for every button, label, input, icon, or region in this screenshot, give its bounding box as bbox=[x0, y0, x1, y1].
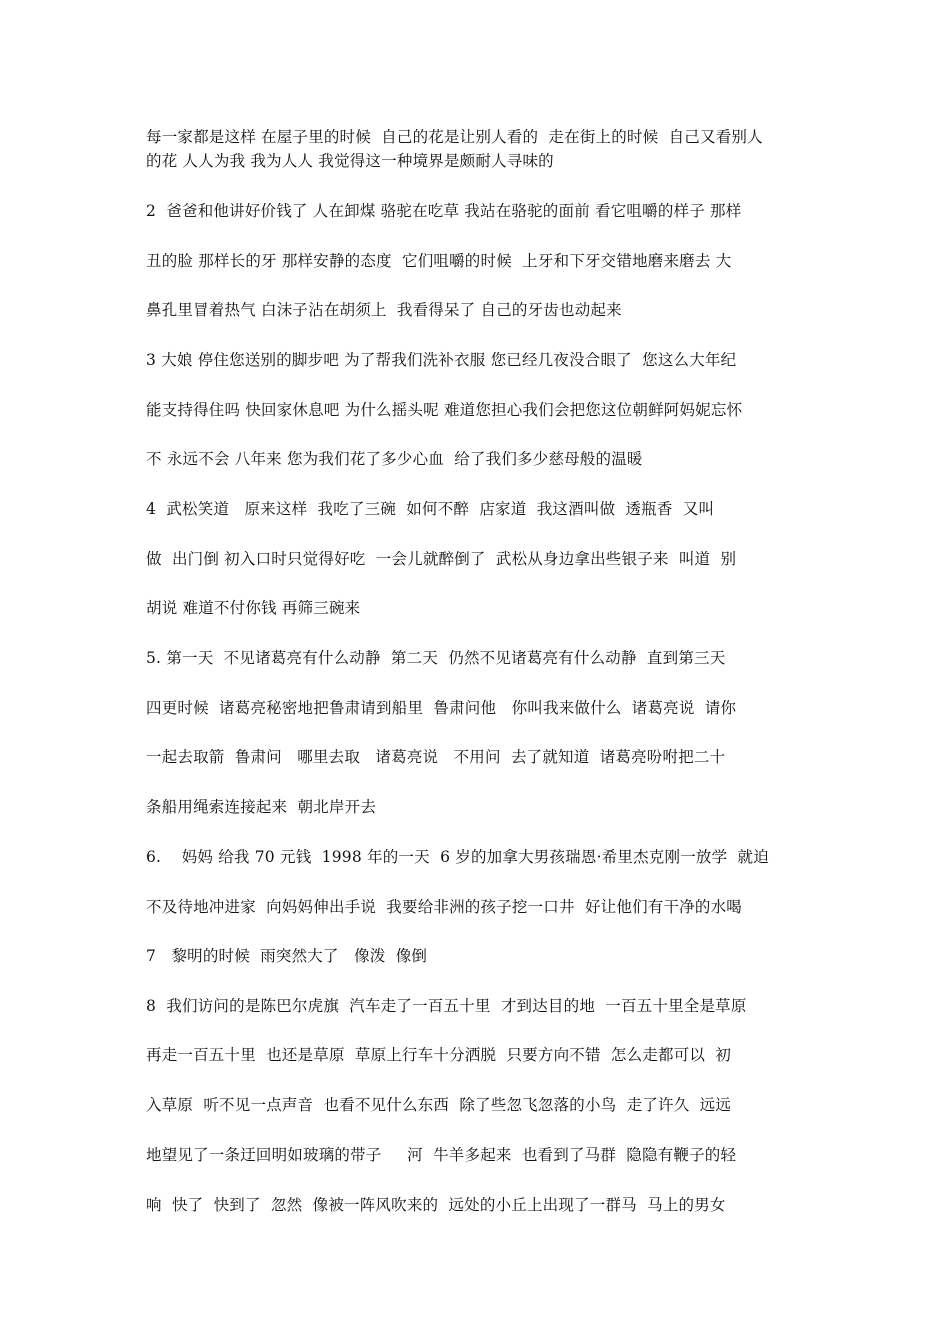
text-line: 6. 妈妈 给我 70 元钱 1998 年的一天 6 岁的加拿大男孩瑞恩·希里杰克刚一放学 就迫 bbox=[146, 848, 769, 866]
text-line: 做 出门倒 初入口时只觉得好吃 一会儿就醉倒了 武松从身边拿出些银子来 叫道 别 bbox=[146, 550, 737, 568]
text-line: 5. 第一天 不见诸葛亮有什么动静 第二天 仍然不见诸葛亮有什么动静 直到第三天 bbox=[146, 649, 726, 667]
text-line: 地望见了一条迂回明如玻璃的带子 河 牛羊多起来 也看到了马群 隐隐有鞭子的轻 bbox=[146, 1146, 737, 1164]
text-line: 的花 人人为我 我为人人 我觉得这一种境界是颇耐人寻味的 bbox=[146, 152, 554, 170]
text-line: 入草原 听不见一点声音 也看不见什么东西 除了些忽飞忽落的小鸟 走了许久 远远 bbox=[146, 1096, 732, 1114]
text-line: 响 快了 快到了 忽然 像被一阵风吹来的 远处的小丘上出现了一群马 马上的男女 bbox=[146, 1196, 726, 1214]
text-line: 不 永远不会 八年来 您为我们花了多少心血 给了我们多少慈母般的温暖 bbox=[146, 450, 643, 468]
text-line: 一起去取箭 鲁肃问 哪里去取 诸葛亮说 不用问 去了就知道 诸葛亮吩咐把二十 bbox=[146, 748, 726, 766]
text-line: 再走一百五十里 也还是草原 草原上行车十分洒脱 只要方向不错 怎么走都可以 初 bbox=[146, 1046, 732, 1064]
text-line: 胡说 难道不付你钱 再筛三碗来 bbox=[146, 599, 361, 617]
text-line: 鼻孔里冒着热气 白沫子沾在胡须上 我看得呆了 自己的牙齿也动起来 bbox=[146, 301, 622, 319]
text-line: 4 武松笑道 原来这样 我吃了三碗 如何不醉 店家道 我这酒叫做 透瓶香 又叫 bbox=[146, 500, 715, 518]
text-line: 不及待地冲进家 向妈妈伸出手说 我要给非洲的孩子挖一口井 好让他们有干净的水喝 bbox=[146, 898, 742, 916]
text-line: 7 黎明的时候 雨突然大了 像泼 像倒 bbox=[146, 947, 428, 965]
text-line: 条船用绳索连接起来 朝北岸开去 bbox=[146, 798, 377, 816]
text-line: 丑的脸 那样长的牙 那样安静的态度 它们咀嚼的时候 上牙和下牙交错地磨来磨去 大 bbox=[146, 252, 732, 270]
text-line: 每一家都是这样 在屋子里的时候 自己的花是让别人看的 走在街上的时候 自己又看别人 bbox=[146, 128, 763, 146]
text-line: 8 我们访问的是陈巴尔虎旗 汽车走了一百五十里 才到达目的地 一百五十里全是草原 bbox=[146, 997, 747, 1015]
text-line: 能支持得住吗 快回家休息吧 为什么摇头呢 难道您担心我们会把您这位朝鲜阿妈妮忘怀 bbox=[146, 401, 743, 419]
text-line: 3 大娘 停住您送别的脚步吧 为了帮我们洗补衣服 您已经几夜没合眼了 您这么大年纪 bbox=[146, 351, 737, 369]
text-line: 2 爸爸和他讲好价钱了 人在卸煤 骆驼在吃草 我站在骆驼的面前 看它咀嚼的样子 那样 bbox=[146, 202, 742, 220]
text-line: 四更时候 诸葛亮秘密地把鲁肃请到船里 鲁肃问他 你叫我来做什么 诸葛亮说 请你 bbox=[146, 699, 737, 717]
